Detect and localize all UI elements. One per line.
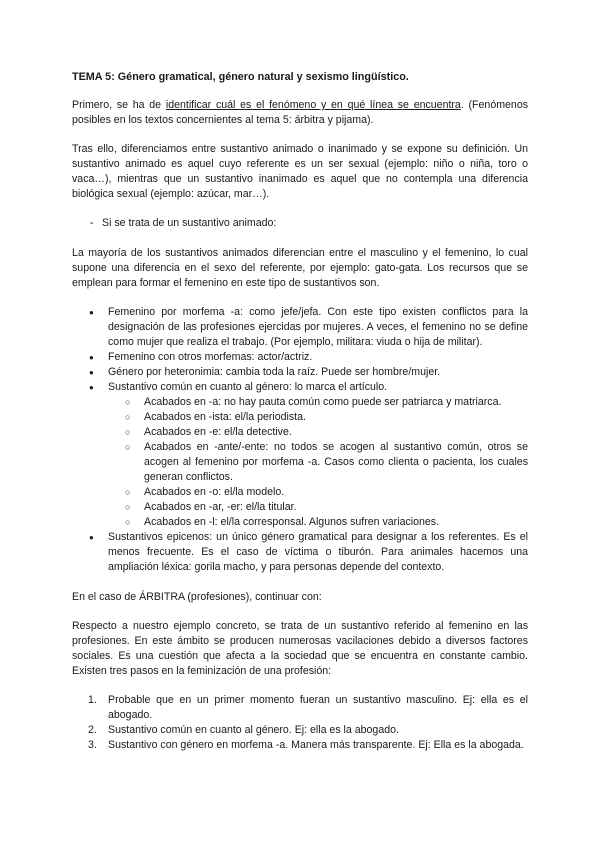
numbered-item xyxy=(72,723,528,738)
sub-list-item: ○ Acabados en -a: no hay pauta común como puede ser patriarca y matriarca. xyxy=(108,395,528,410)
list-item-text: Sustantivo común en cuanto al género: lo marca el artículo. xyxy=(108,381,388,393)
intro-paragraph xyxy=(72,98,528,128)
step-text: Sustantivo común en cuanto al género. Ej: ella es la abogado. xyxy=(108,724,399,736)
document-title: TEMA 5: Género gramatical, género natural y sexismo lingüístico. xyxy=(72,71,409,83)
step-number: 3. xyxy=(88,739,97,751)
sub-list-item: ○ Acabados en -ar, -er: el/la titular. xyxy=(108,500,528,515)
list-item: ● Femenino por morfema -a: como jefe/jefa. Con este tipo existen conflictos para la designación de las profesiones ejercidas por mujeres. A veces, el femenino no se define como mujer que realiza el trabajo. (Por ejemplo, militara: viuda o hija de militar). xyxy=(72,305,528,350)
professions-paragraph: Respecto a nuestro ejemplo concreto, se trata de un sustantivo referido al femenino en las profesiones. En este ámbito se producen numerosas vacilaciones debido a diversos factores sociales. Es una cuestión que afecta a la sociedad que se encuentra en constante cambio. Existen tres pasos en la feminización de una profesión: xyxy=(72,620,528,677)
sub-list-item: ○ Acabados en -o: el/la modelo. xyxy=(108,485,528,500)
dash-list-item xyxy=(72,216,528,231)
dash-marker: - xyxy=(90,217,94,229)
arbitra-paragraph: En el caso de ÁRBITRA (profesiones), continuar con: xyxy=(72,591,322,603)
dash-item-text: Si se trata de un sustantivo animado: xyxy=(102,217,277,229)
resources-list xyxy=(72,305,528,575)
feminization-steps-list xyxy=(72,693,528,753)
intro-post: . (Fenómenos posibles en los textos concernientes al tema 5: árbitra y pijama). xyxy=(72,99,529,126)
list-item: ● Género por heteronimia: cambia toda la raíz. Puede ser hombre/mujer. xyxy=(72,365,528,380)
common-gender-sublist xyxy=(108,395,528,530)
step-number: 2. xyxy=(88,724,97,736)
list-item xyxy=(72,380,528,530)
list-item: ● Sustantivos epicenos: un único género gramatical para designar a los referentes. Es el menos frecuente. Es el caso de víctima o tiburón. Para animales hacemos una ampliación léxica: gorila macho, y para personas depende del contexto. xyxy=(72,530,528,575)
sub-list-item: ○ Acabados en -e: el/la detective. xyxy=(108,425,528,440)
animate-nouns-paragraph: La mayoría de los sustantivos animados diferencian entre el masculino y el femenino, lo cual supone una diferencia en el sexo del referente, por ejemplo: gato-gata. Los recursos que se emplean para formar el femenino en este tipo de sustantivos son. xyxy=(72,247,528,289)
intro-pre: Primero, se ha de xyxy=(72,99,166,111)
sub-list-item: ○ Acabados en -ista: el/la periodista. xyxy=(108,410,528,425)
numbered-item xyxy=(72,738,528,753)
list-item: ● Femenino con otros morfemas: actor/actriz. xyxy=(72,350,528,365)
step-number: 1. xyxy=(88,694,97,706)
sub-list-item: ○ Acabados en -l: el/la corresponsal. Algunos sufren variaciones. xyxy=(108,515,528,530)
sub-list-item: ○ Acabados en -ante/-ente: no todos se acogen al sustantivo común, otros se acogen al femenino por morfema -a. Casos como clienta o pacienta, los cuales generan conflictos. xyxy=(108,440,528,485)
step-text: Probable que en un primer momento fueran un sustantivo masculino. Ej: ella es el abogado. xyxy=(108,694,528,721)
numbered-item xyxy=(72,693,528,723)
step-text: Sustantivo con género en morfema -a. Manera más transparente. Ej: Ella es la abogada. xyxy=(108,739,524,751)
definition-paragraph: Tras ello, diferenciamos entre sustantivo animado o inanimado y se expone su definición. Un sustantivo animado es aquel cuyo referente es un ser sexual (ejemplo: niño o niña, toro o vaca…), mientras que un sustantivo inanimado es aquel que no contempla una diferencia biológica sexual (ejemplo: azúcar, mar…). xyxy=(72,143,528,200)
intro-underlined: identificar cuál es el fenómeno y en qué línea se encuentra xyxy=(165,99,461,111)
